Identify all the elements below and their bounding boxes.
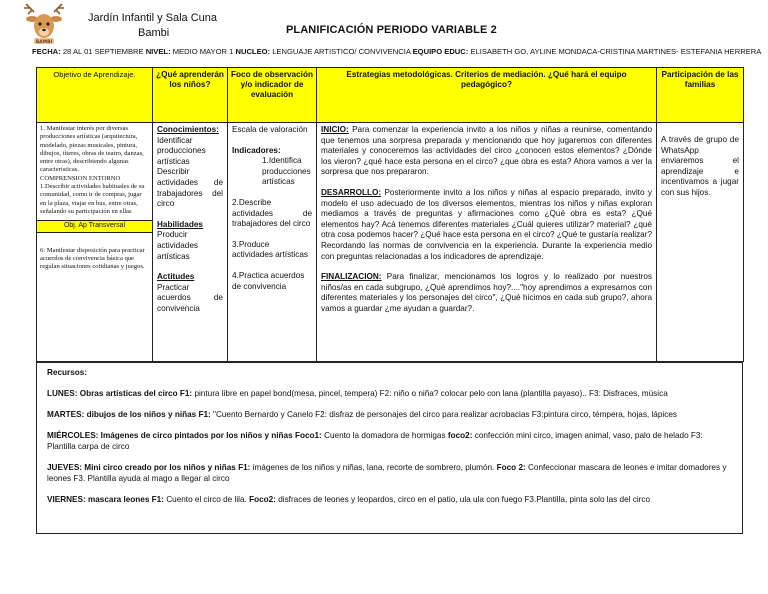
- info-line: [32, 47, 762, 56]
- conocimientos-text: Identificar producciones artísticas Describir actividades de trabajadores del circo: [157, 135, 223, 209]
- resources-title: Recursos:: [47, 368, 88, 377]
- jueves-text: imágenes de los niños y niñas, lana, recorte de sombrero, plumón.: [252, 463, 495, 472]
- martes-label: MARTES: dibujos de los niños y niñas F1:: [47, 410, 211, 419]
- deer-icon: [24, 4, 64, 38]
- resources-box: [36, 362, 743, 534]
- transversal-label: Obj. Ap Transversal: [37, 220, 152, 232]
- desarrollo-text: Posteriormente invito a los niños y niñas al espacio preparado, invito y modelo el uso adecuado de los diversos elementos, mientras los niños y niñas exploran mediamos a través de preguntas y afirmaciones como ¿Qué obra es esta? ¿Qué elementos hay? Acá tenemos diferentes materiales ¿Cuál quieres utilizar? material? ¿qué otra cosa podemos hacer? ¿Qué hace esta persona en el circo? ¿Qué te gustaría realizar? Recordando las normas de convivencia en la experiencia. Durante la experiencia medio con preguntas relacionadas a los indicadores de aprendizaje.: [321, 187, 652, 261]
- fecha-label: FECHA:: [32, 47, 61, 56]
- viernes-foco2-label: Foco2:: [249, 495, 276, 504]
- nivel-value: MEDIO MAYOR 1: [172, 47, 234, 56]
- family-text: A través de grupo de WhatsApp enviaremos el aprendizaje e incentivamos a jugar con sus hijos.: [661, 135, 739, 197]
- habilidades-label: Habilidades: [157, 219, 203, 229]
- equipo-label: EQUIPO EDUC:: [412, 47, 469, 56]
- equipo-value: ELISABETH GO, AYLINE MONDACA-CRISTINA MARTINES- ESTEFANIA HERRERA: [470, 47, 762, 56]
- school-logo: [20, 2, 68, 46]
- transversal-text: 6: Manifestar disposición para practicar acuerdos de convivencia básica que regulan situaciones cotidianas y juegos.: [40, 246, 145, 271]
- habilidades-text: Producir actividades artísticas: [157, 230, 198, 261]
- resource-lunes: [47, 388, 732, 399]
- header-foco: Foco de observación y/o indicador de evaluación: [228, 68, 317, 123]
- viernes-label: VIERNES: mascara leones F1:: [47, 495, 164, 504]
- header-objetivo: Objetivo de Aprendizaje.: [37, 68, 153, 123]
- inicio-text: Para comenzar la experiencia invito a los niños y niñas a reunirse, comentando que tenemos una sorpresa preparada y mencionando que hoy jugaremos con diferentes materiales y conoceremos las actividades del circo ¿conocen estos elementos? ¿Dónde los vieron? ¿qué hace esta persona en el circo? ¿que obra es esta? Ahora vamos a ver la sorpresa que nos prepararon.: [321, 125, 652, 177]
- header-estrategias: Estrategias metodológicas. Criterios de mediación. ¿Qué hará el equipo pedagógico?: [317, 68, 657, 123]
- martes-text: "Cuento Bernardo y Canelo F2: disfraz de personajes del circo para realizar acrobacias F3:pintura circo, témpera, hojas, lápices: [213, 410, 677, 419]
- resource-viernes: [47, 494, 732, 505]
- jueves-foco2-label: Foco 2:: [496, 463, 526, 472]
- inicio-label: INICIO:: [321, 125, 349, 134]
- learn-cell: [153, 123, 228, 362]
- lunes-text: pintura libre en papel bond(mesa, pincel, tempera) F2: niño o niña? colocar pelo con lana (plantilla payaso).. F3: Disfraces, música: [194, 389, 668, 398]
- actitudes-text: Practicar acuerdos de convivencia: [157, 282, 223, 313]
- document-title: PLANIFICACIÓN PERIODO VARIABLE 2: [286, 24, 497, 36]
- fecha-value: 28 AL 01 SEPTIEMBRE: [62, 47, 144, 56]
- strategies-cell: [317, 123, 657, 362]
- nucleo-label: NUCLEO:: [235, 47, 271, 56]
- finalizacion-text: Para finalizar, mencionamos los logros y lo realizado por nuestros niños/as en cada subgrupo, ¿Qué aprendimos hoy?...."hoy aprendimos a expresarnos con diferentes materiales y los personajes del circo", ¿Qué hicimos en cada sub grupo?, ahora vamos a guardar ¿me ayudan a guardar?.: [321, 272, 652, 313]
- school-name-line2: Bambi: [138, 27, 170, 39]
- focus-scale: Escala de valoración: [232, 125, 308, 134]
- desarrollo-paragraph: [321, 188, 652, 262]
- family-cell: [657, 123, 744, 362]
- lunes-label: LUNES: Obras artísticas del circo F1:: [47, 389, 193, 398]
- desarrollo-label: DESARROLLO:: [321, 187, 382, 197]
- finalizacion-paragraph: [321, 272, 652, 314]
- header-que-aprenderan: ¿Qué aprenderán los niños?: [153, 68, 228, 123]
- objective-text-1: 1. Manifestar interés por diversas producciones artísticas (arquitectura, modelado, piezas musicales, pintura, dibujos, títeres, obras de teatro, danzas, entre otras), describiendo algunas características.: [40, 125, 144, 174]
- header-familias: Participación de las familias: [657, 68, 744, 123]
- logo-text: BAMBI: [35, 40, 53, 45]
- planning-table: [36, 67, 744, 362]
- indicadores-label: Indicadores:: [232, 145, 281, 155]
- viernes-text: Cuento el circo de lila.: [166, 495, 247, 504]
- indicator-1: 1.Identifica producciones artísticas: [262, 156, 311, 187]
- indicator-3: 3.Produce actividades artísticas: [232, 239, 308, 260]
- resource-martes: [47, 409, 732, 420]
- indicator-4: 4.Practica acuerdos de convivencia: [232, 270, 305, 291]
- table-header-row: [37, 68, 744, 123]
- table-body-row: [37, 123, 744, 362]
- miercoles-foco2-text: confección mini circo, imagen animal, vaso, palo de helado F3: Plantilla carpa de circo: [47, 431, 703, 451]
- viernes-foco2-text: disfraces de leones y leopardos, circo en el patio, ula ula con fuego F3.Plantilla, pinta solo las del circo: [278, 495, 651, 504]
- inicio-paragraph: [321, 125, 652, 178]
- resource-jueves: [47, 462, 732, 484]
- miercoles-label: MIÉRCOLES: Imágenes de circo pintados por los niños y niñas Foco1:: [47, 431, 322, 440]
- nucleo-value: LENGUAJE ARTISTICO/ CONVIVENCIA: [272, 47, 411, 56]
- focus-cell: [228, 123, 317, 362]
- resource-miercoles: [47, 430, 732, 452]
- school-name-line1: Jardín Infantil y Sala Cuna: [88, 12, 218, 24]
- nivel-label: NIVEL:: [145, 47, 171, 56]
- miercoles-foco2-label: foco2:: [447, 431, 473, 440]
- objective-heading-entorno: COMPRENSION ENTORNO: [40, 174, 121, 182]
- conocimientos-label: Conocimientos:: [157, 125, 219, 134]
- objective-cell: [37, 123, 153, 362]
- jueves-label: JUEVES: Mini circo creado por los niños y niñas F1:: [47, 463, 251, 472]
- objective-text-2: 1.Describir actividades habituales de su comunidad, como ir de compras, jugar en la plaza, viajar en bus, entre otras, señalando su participación en ellas: [40, 183, 145, 215]
- school-name: [88, 12, 217, 40]
- miercoles-text: Cuento la domadora de hormigas: [324, 431, 446, 440]
- jueves-foco2-text: Confeccionar mascara de leones e imitar domadores y leones F3. Plantilla ayuda al mago a llegar al circo: [47, 463, 727, 483]
- finalizacion-label: FINALIZACION:: [321, 272, 382, 282]
- indicator-2: 2.Describe actividades de trabajadores del circo: [232, 197, 312, 229]
- actitudes-label: Actitudes: [157, 272, 195, 282]
